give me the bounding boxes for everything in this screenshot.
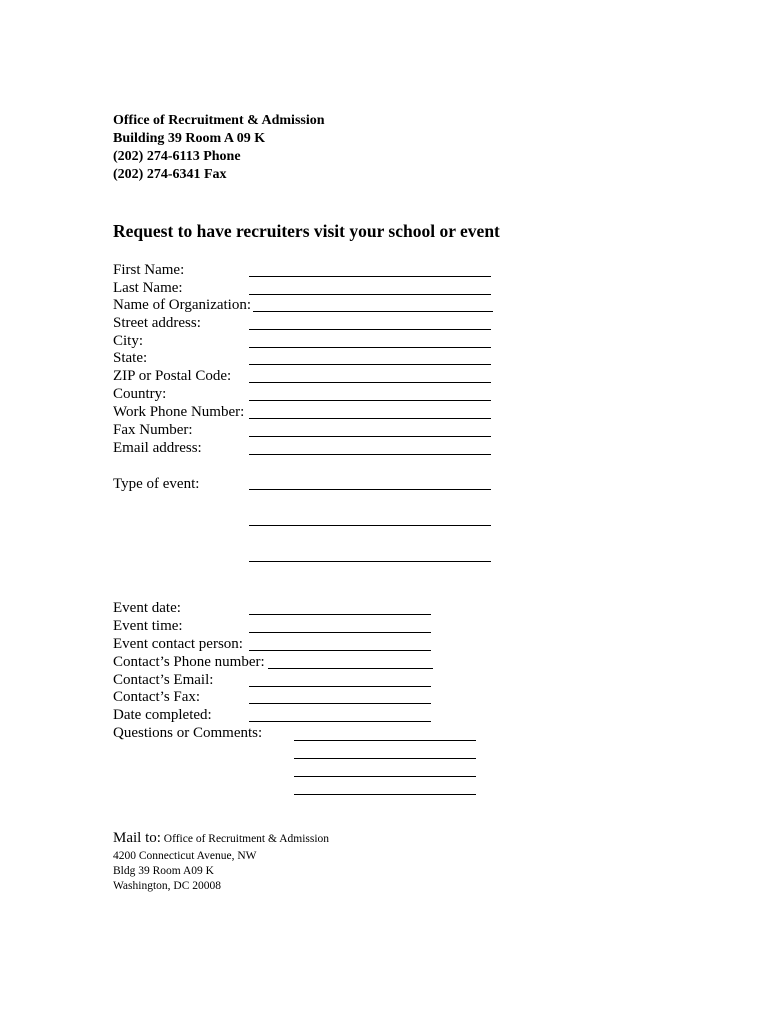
- zip-field[interactable]: [249, 382, 491, 383]
- office-fax: (202) 274-6341 Fax: [113, 167, 227, 182]
- comments-field-2[interactable]: [294, 758, 476, 759]
- organization-field[interactable]: [253, 311, 493, 312]
- contact-fax-field[interactable]: [249, 703, 431, 704]
- type-of-event-field-1[interactable]: [249, 489, 491, 490]
- event-contact-person-field[interactable]: [249, 650, 431, 651]
- mail-to-line: [113, 831, 329, 847]
- last-name-field[interactable]: [249, 294, 491, 295]
- work-phone-field[interactable]: [249, 418, 491, 419]
- form-title: Request to have recruiters visit your school or event: [113, 221, 500, 241]
- last-name-label: Last Name:: [113, 280, 183, 296]
- office-phone: (202) 274-6113 Phone: [113, 149, 241, 164]
- comments-field-1[interactable]: [294, 740, 476, 741]
- date-completed-field[interactable]: [249, 721, 431, 722]
- zip-label: ZIP or Postal Code:: [113, 368, 232, 384]
- type-of-event-field-3[interactable]: [249, 561, 491, 562]
- fax-number-field[interactable]: [249, 436, 491, 437]
- contact-phone-label: Contact’s Phone number:: [113, 654, 265, 670]
- organization-label: Name of Organization:: [113, 297, 252, 313]
- mail-to-label: Mail to:: [113, 830, 161, 846]
- first-name-label: First Name:: [113, 262, 185, 278]
- email-address-label: Email address:: [113, 440, 202, 456]
- contact-fax-label: Contact’s Fax:: [113, 689, 201, 705]
- mail-office: Office of Recruitment & Admission: [163, 833, 330, 845]
- type-of-event-label: Type of event:: [113, 476, 200, 492]
- office-name: Office of Recruitment & Admission: [113, 113, 325, 128]
- email-address-field[interactable]: [249, 454, 491, 455]
- event-date-label: Event date:: [113, 600, 181, 616]
- office-building: Building 39 Room A 09 K: [113, 131, 266, 146]
- event-date-field[interactable]: [249, 614, 431, 615]
- mail-city: Washington, DC 20008: [113, 880, 222, 892]
- contact-email-label: Contact’s Email:: [113, 672, 214, 688]
- mail-street: 4200 Connecticut Avenue, NW: [113, 850, 257, 862]
- event-time-label: Event time:: [113, 618, 183, 634]
- date-completed-label: Date completed:: [113, 707, 212, 723]
- contact-email-field[interactable]: [249, 686, 431, 687]
- country-field[interactable]: [249, 400, 491, 401]
- state-label: State:: [113, 350, 148, 366]
- country-label: Country:: [113, 386, 167, 402]
- street-address-label: Street address:: [113, 315, 201, 331]
- fax-number-label: Fax Number:: [113, 422, 193, 438]
- city-field[interactable]: [249, 347, 491, 348]
- comments-label: Questions or Comments:: [113, 725, 263, 741]
- work-phone-label: Work Phone Number:: [113, 404, 245, 420]
- mail-building: Bldg 39 Room A09 K: [113, 865, 214, 877]
- city-label: City:: [113, 333, 144, 349]
- contact-phone-field[interactable]: [268, 668, 433, 669]
- street-address-field[interactable]: [249, 329, 491, 330]
- event-time-field[interactable]: [249, 632, 431, 633]
- event-contact-person-label: Event contact person:: [113, 636, 243, 652]
- state-field[interactable]: [249, 364, 491, 365]
- comments-field-3[interactable]: [294, 776, 476, 777]
- first-name-field[interactable]: [249, 276, 491, 277]
- type-of-event-field-2[interactable]: [249, 525, 491, 526]
- comments-field-4[interactable]: [294, 794, 476, 795]
